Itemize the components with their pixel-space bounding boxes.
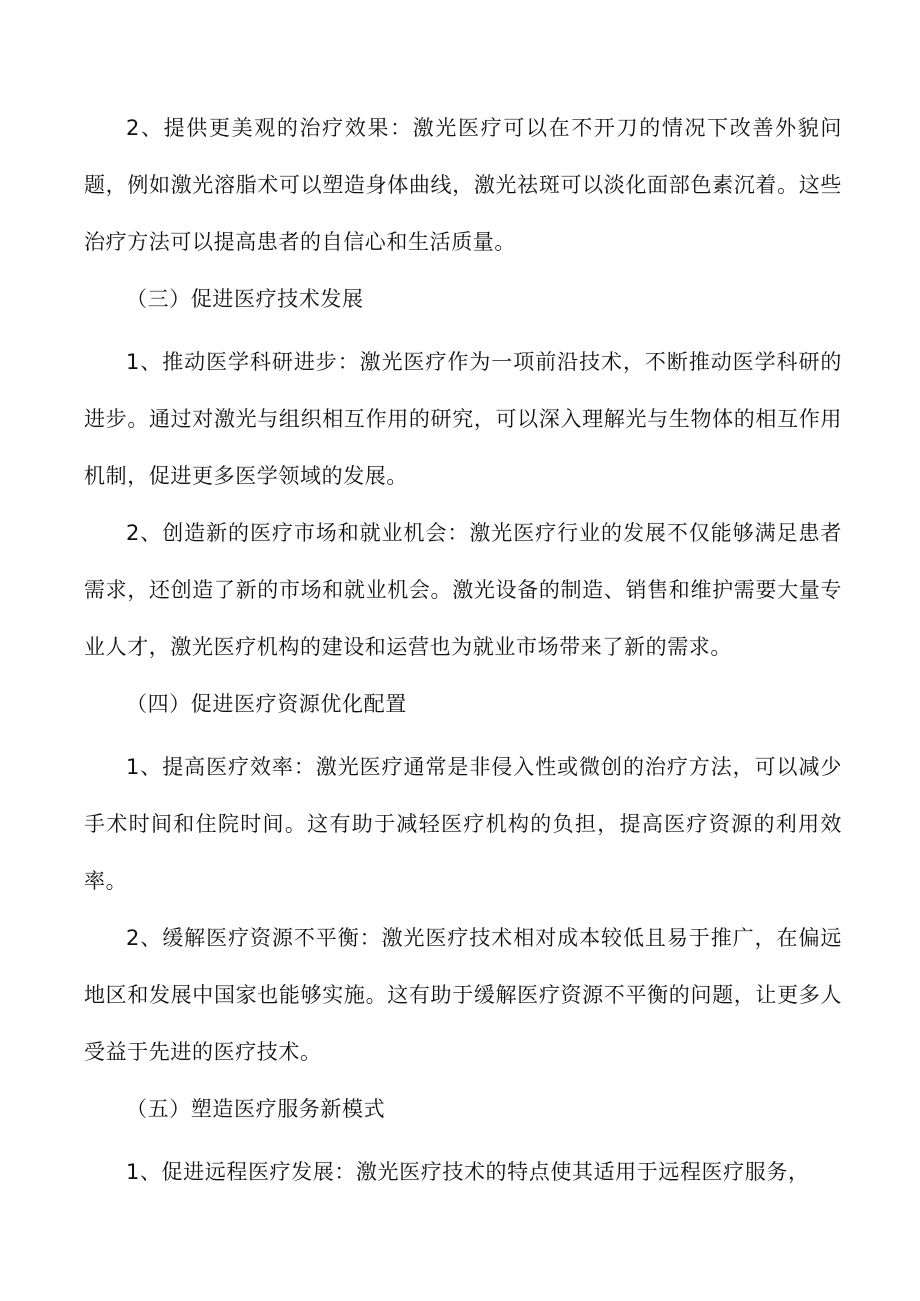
paragraph-market-employment: 2、创造新的医疗市场和就业机会：激光医疗行业的发展不仅能够满足患者需求，还创造了新的市场和就业机会。激光设备的制造、销售和维护需要大量专业人才，激光医疗机构的建设和运营也为就业市场带来了新的需求。 xyxy=(84,521,842,659)
paragraph-medical-research: 1、推动医学科研进步：激光医疗作为一项前沿技术，不断推动医学科研的进步。通过对激光与组织相互作用的研究，可以深入理解光与生物体的相互作用机制，促进更多医学领域的发展。 xyxy=(84,350,842,488)
paragraph-medical-efficiency: 1、提高医疗效率：激光医疗通常是非侵入性或微创的治疗方法，可以减少手术时间和住院时间。这有助于减轻医疗机构的负担，提高医疗资源的利用效率。 xyxy=(84,755,842,893)
paragraph-resource-balance: 2、缓解医疗资源不平衡：激光医疗技术相对成本较低且易于推广，在偏远地区和发展中国家也能够实施。这有助于缓解医疗资源不平衡的问题，让更多人受益于先进的医疗技术。 xyxy=(84,926,842,1064)
section-heading-four: （四）促进医疗资源优化配置 xyxy=(126,692,407,716)
paragraph-telemedicine: 1、促进远程医疗发展：激光医疗技术的特点使其适用于远程医疗服务， xyxy=(126,1160,810,1184)
section-heading-three: （三）促进医疗技术发展 xyxy=(126,287,364,311)
section-heading-five: （五）塑造医疗服务新模式 xyxy=(126,1097,386,1121)
paragraph-better-cosmetic-results: 2、提供更美观的治疗效果：激光医疗可以在不开刀的情况下改善外貌问题，例如激光溶脂术可以塑造身体曲线，激光祛斑可以淡化面部色素沉着。这些治疗方法可以提高患者的自信心和生活质量。 xyxy=(84,116,842,254)
